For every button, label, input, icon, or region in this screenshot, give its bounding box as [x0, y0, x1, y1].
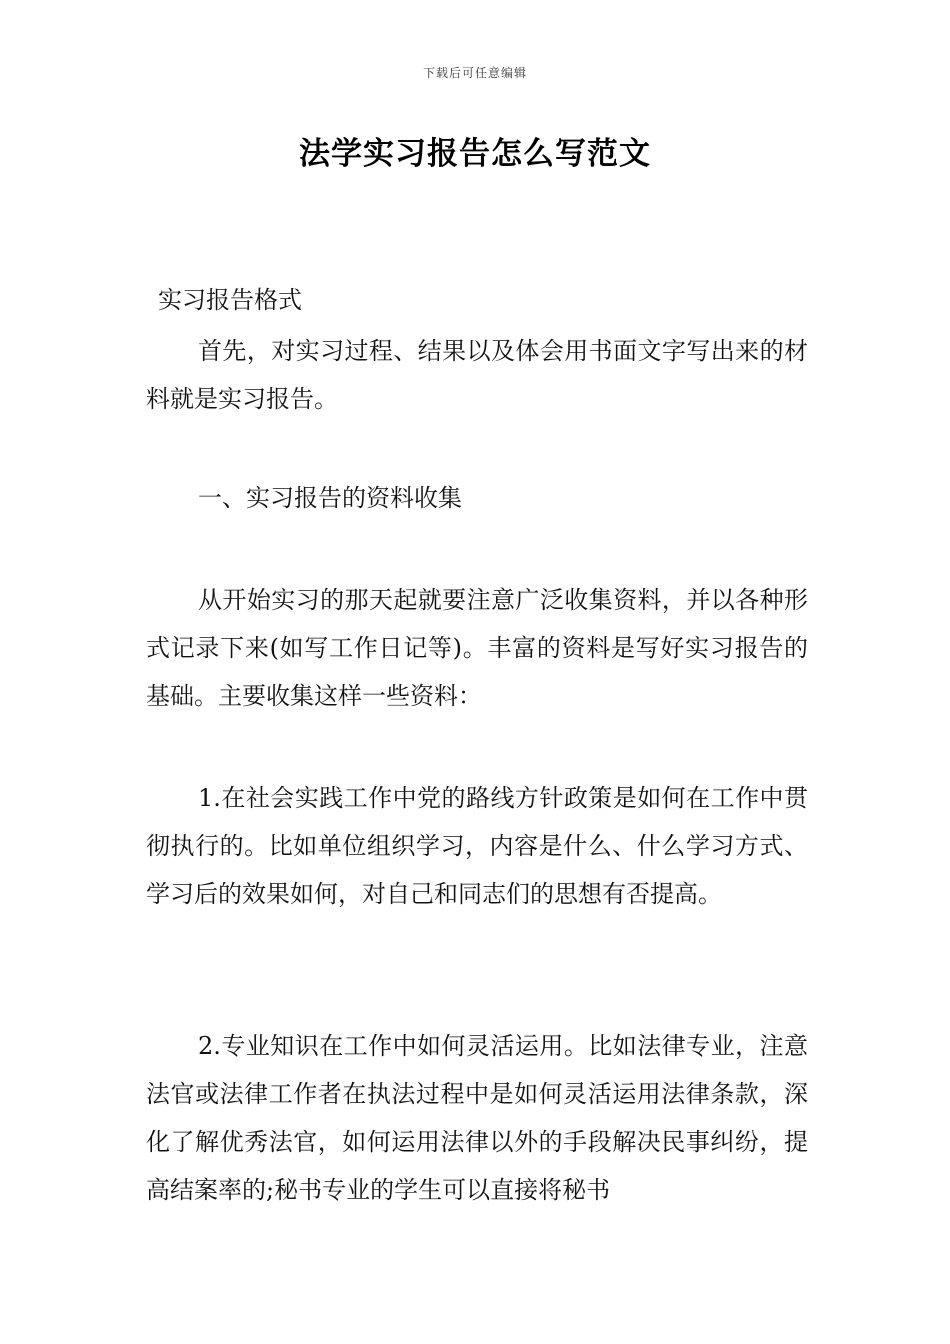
document-title: 法学实习报告怎么写范文	[299, 136, 651, 172]
paragraph-item-2: 2.专业知识在工作中如何灵活运用。比如法律专业，注意法官或法律工作者在执法过程中是如何灵活运用法律条款，深化了解优秀法官，如何运用法律以外的手段解决民事纠纷，提高结案率的;秘书专业的学生可以直接将秘书	[146, 1032, 808, 1204]
paragraph-intro: 首先，对实习过程、结果以及体会用书面文字写出来的材料就是实习报告。	[146, 337, 808, 413]
paragraph-collection: 从开始实习的那天起就要注意广泛收集资料，并以各种形式记录下来(如写工作日记等)。丰富的资料是写好实习报告的基础。主要收集这样一些资料：	[146, 586, 808, 710]
paragraph-item-1: 1.在社会实践工作中党的路线方针政策是如何在工作中贯彻执行的。比如单位组织学习，内容是什么、什么学习方式、学习后的效果如何，对自己和同志们的思想有否提高。	[146, 784, 808, 908]
section-heading-format: 实习报告格式	[158, 286, 302, 314]
section-heading-collection: 一、实习报告的资料收集	[198, 484, 462, 512]
download-note: 下载后可任意编辑	[422, 66, 527, 80]
